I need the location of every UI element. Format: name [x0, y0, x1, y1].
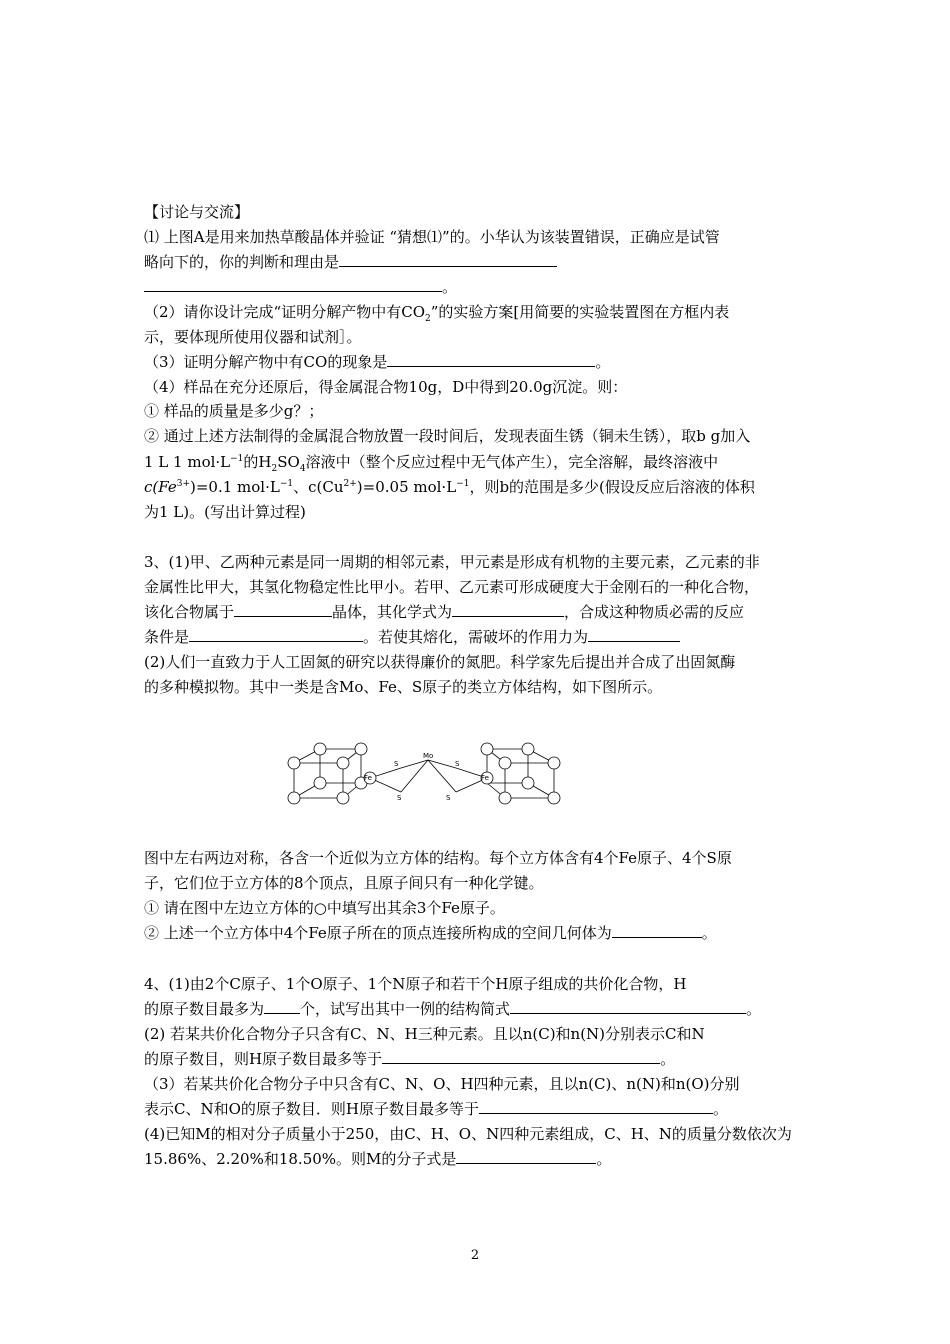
discussion-q2-line2: 示，要体现所使用仪器和试剂］。	[144, 328, 362, 346]
q4-l2-end: 。	[746, 1000, 762, 1018]
discussion-q3	[144, 352, 809, 372]
q3-line6: 的多种模拟物。其中一类是含Mo、Fe、S原子的类立方体结构，如下图所示。	[144, 678, 663, 696]
q3-l4-a: 条件是	[144, 628, 190, 646]
q3-line3	[144, 602, 809, 622]
discussion-q4-b1: ② 通过上述方法制得的金属混合物放置一段时间后，发现表面生锈（铜未生锈），取b g加入	[144, 427, 751, 445]
q3-line4	[144, 627, 809, 647]
discussion-q1-line1: ⑴ 上图A是用来加热草酸晶体并验证 “猜想⑴”的。小华认为该装置错误，正确应是试管	[144, 228, 720, 246]
q3-line2: 金属性比甲大，其氢化物稳定性比甲小。若甲、乙元素可形成硬度大于金刚石的一种化合物，	[144, 578, 760, 596]
q4-l6-text: 表示C、N和O的原子数目．则H原子数目最多等于	[144, 1100, 479, 1118]
q3-p4-text: ② 上述一个立方体中4个Fe原子所在的顶点连接所构成的空间几何体为	[144, 924, 612, 942]
q2-text-b: ”的实验方案[用简要的实验装置图在方框内表	[430, 303, 730, 321]
q3-l3-a: 该化合物属于	[144, 603, 235, 621]
q4-l8-text: 15.86%、2.20%和18.50%。则M的分子式是	[144, 1150, 457, 1168]
q3-end: 。	[595, 353, 611, 371]
sub-2: 2	[271, 464, 278, 474]
atom-circle[interactable]	[337, 792, 349, 804]
s-label: S	[394, 760, 399, 768]
mo-label: Mo	[423, 752, 434, 760]
discussion-q4-b2	[144, 452, 809, 472]
answer-blank[interactable]	[144, 277, 442, 292]
discussion-q2-line1	[144, 302, 809, 322]
q3-l3-c: ，合成这种物质必需的反应	[564, 603, 745, 621]
s-label: S	[397, 794, 402, 802]
q3-para3: ① 请在图中左边立方体的○中填写出其余3个Fe原子。	[144, 899, 505, 917]
discussion-q4: （4）样品在充分还原后，得金属混合物10g，D中得到20.0g沉淀。则：	[144, 378, 628, 396]
atom-circle	[548, 792, 560, 804]
answer-blank[interactable]	[452, 602, 564, 617]
q4-l6-end: 。	[712, 1100, 728, 1118]
atom-circle[interactable]	[314, 743, 326, 755]
atom-circle[interactable]	[288, 757, 300, 769]
q4-line4	[144, 1049, 809, 1069]
q4-b3-d: )=0.05 mol·L	[356, 478, 457, 496]
answer-blank[interactable]	[612, 923, 702, 938]
q3-p4-end: 。	[701, 924, 717, 942]
q4-b3-b: )=0.1 mol·L	[190, 478, 280, 496]
q4-l8-end: 。	[596, 1150, 612, 1168]
answer-blank[interactable]	[382, 1049, 660, 1064]
atom-circle	[522, 743, 534, 755]
atom-circle	[481, 743, 493, 755]
q4-b2-c: SO	[277, 453, 300, 471]
answer-blank[interactable]	[456, 1149, 596, 1164]
q4-b3-c: 、c(Cu	[293, 478, 344, 496]
q3-l4-b: 。若使其熔化，需破坏的作用力为	[363, 628, 589, 646]
s-label: S	[455, 760, 460, 768]
q4-line7: (4)已知M的相对分子质量小于250，由C、H、O、N四种元素组成，C、H、N的质量分数依次为	[144, 1125, 792, 1143]
atom-circle[interactable]	[337, 757, 349, 769]
q3-para1: 图中左右两边对称，各含一个近似为立方体的结构。每个立方体含有4个Fe原子、4个S原	[144, 849, 732, 867]
q4-line8	[144, 1149, 809, 1169]
sup-minus1: −1	[230, 454, 244, 464]
q3-text: （3）证明分解产物中有CO的现象是	[144, 353, 388, 371]
fe-label-left: Fe	[364, 774, 372, 782]
q3-l3-b: 晶体，其化学式为	[332, 603, 453, 621]
sup-minus1: −1	[456, 479, 470, 489]
answer-blank[interactable]	[588, 627, 680, 642]
answer-blank[interactable]	[339, 252, 557, 267]
q3-para2: 子，它们位于立方体的8个顶点，且原子间只有一种化学键。	[144, 874, 544, 892]
q4-b2-d: 溶液中（整个反应过程中无气体产生），完全溶解，最终溶液中	[305, 453, 719, 471]
discussion-q1-line3	[144, 277, 809, 297]
discussion-heading: 【讨论与交流】	[144, 203, 250, 221]
q4-line5: （3）若某共价化合物分子中只含有C、N、O、H四种元素，且以n(C)、n(N)和n(O)分别	[144, 1075, 740, 1093]
subscript-2: 2	[425, 314, 431, 324]
q4-l4-end: 。	[660, 1050, 676, 1068]
discussion-q4-b3	[144, 477, 809, 497]
atom-circle[interactable]	[355, 743, 367, 755]
atom-circle	[522, 777, 534, 789]
discussion-q1-line2	[144, 252, 809, 272]
sup-fe3: 3+	[176, 479, 190, 489]
q4-line3: (2) 若某共价化合物分子只含有C、N、H三种元素。且以n(C)和n(N)分别表示C和N	[144, 1025, 705, 1043]
q4-l4-text: 的原子数目，则H原子数目最多等于	[144, 1050, 383, 1068]
q4-line1: 4、(1)由2个C原子、1个O原子、1个N原子和若干个H原子组成的共价化合物，H	[144, 975, 687, 993]
atom-circle	[548, 757, 560, 769]
atom-circle	[499, 792, 511, 804]
q1-text: 略向下的，你的判断和理由是	[144, 253, 340, 271]
q4-b3-e: ，则b的范围是多少(假设反应后溶液的体积	[469, 478, 755, 496]
atom-circle[interactable]	[314, 777, 326, 789]
q2-text-a: （2）请你设计完成“证明分解产物中有CO	[144, 303, 425, 321]
sup-minus1: −1	[279, 479, 294, 489]
sup-cu2: 2+	[343, 479, 357, 489]
sub-4: 4	[299, 464, 306, 474]
q3-line5: (2)人们一直致力于人工固氮的研究以获得廉价的氮肥。科学家先后提出并合成了出固氮酶	[144, 653, 736, 671]
atom-circle[interactable]	[288, 792, 300, 804]
mo-fe-s-cluster-figure	[284, 736, 574, 808]
q4-line2	[144, 999, 809, 1019]
answer-blank[interactable]	[234, 602, 332, 617]
answer-blank[interactable]	[189, 627, 363, 642]
q4-b2-a: 1 L 1 mol·L	[144, 453, 231, 471]
q4-line6	[144, 1099, 809, 1119]
q4-l2-a: 的原子数目最多为	[144, 1000, 265, 1018]
q1-end: 。	[442, 278, 458, 296]
fe-label-right: Fe	[481, 774, 489, 782]
s-label: S	[446, 794, 451, 802]
q4-b3-a: c(Fe	[144, 478, 177, 496]
answer-blank[interactable]	[264, 999, 300, 1014]
discussion-q4-a: ① 样品的质量是多少g？；	[144, 402, 324, 420]
answer-blank[interactable]	[510, 999, 746, 1014]
answer-blank[interactable]	[387, 352, 595, 367]
q4-b2-b: 的H	[243, 453, 272, 471]
q3-line1: 3、(1)甲、乙两种元素是同一周期的相邻元素，甲元素是形成有机物的主要元素，乙元素的非	[144, 553, 760, 571]
atom-circle	[499, 757, 511, 769]
page-number: 2	[470, 1248, 480, 1263]
q4-l2-b: 个，试写出其中一例的结构简式	[300, 1000, 511, 1018]
discussion-q4-b4: 为1 L)。(写出计算过程)	[144, 503, 306, 521]
q3-para4	[144, 923, 809, 943]
answer-blank[interactable]	[479, 1099, 713, 1114]
